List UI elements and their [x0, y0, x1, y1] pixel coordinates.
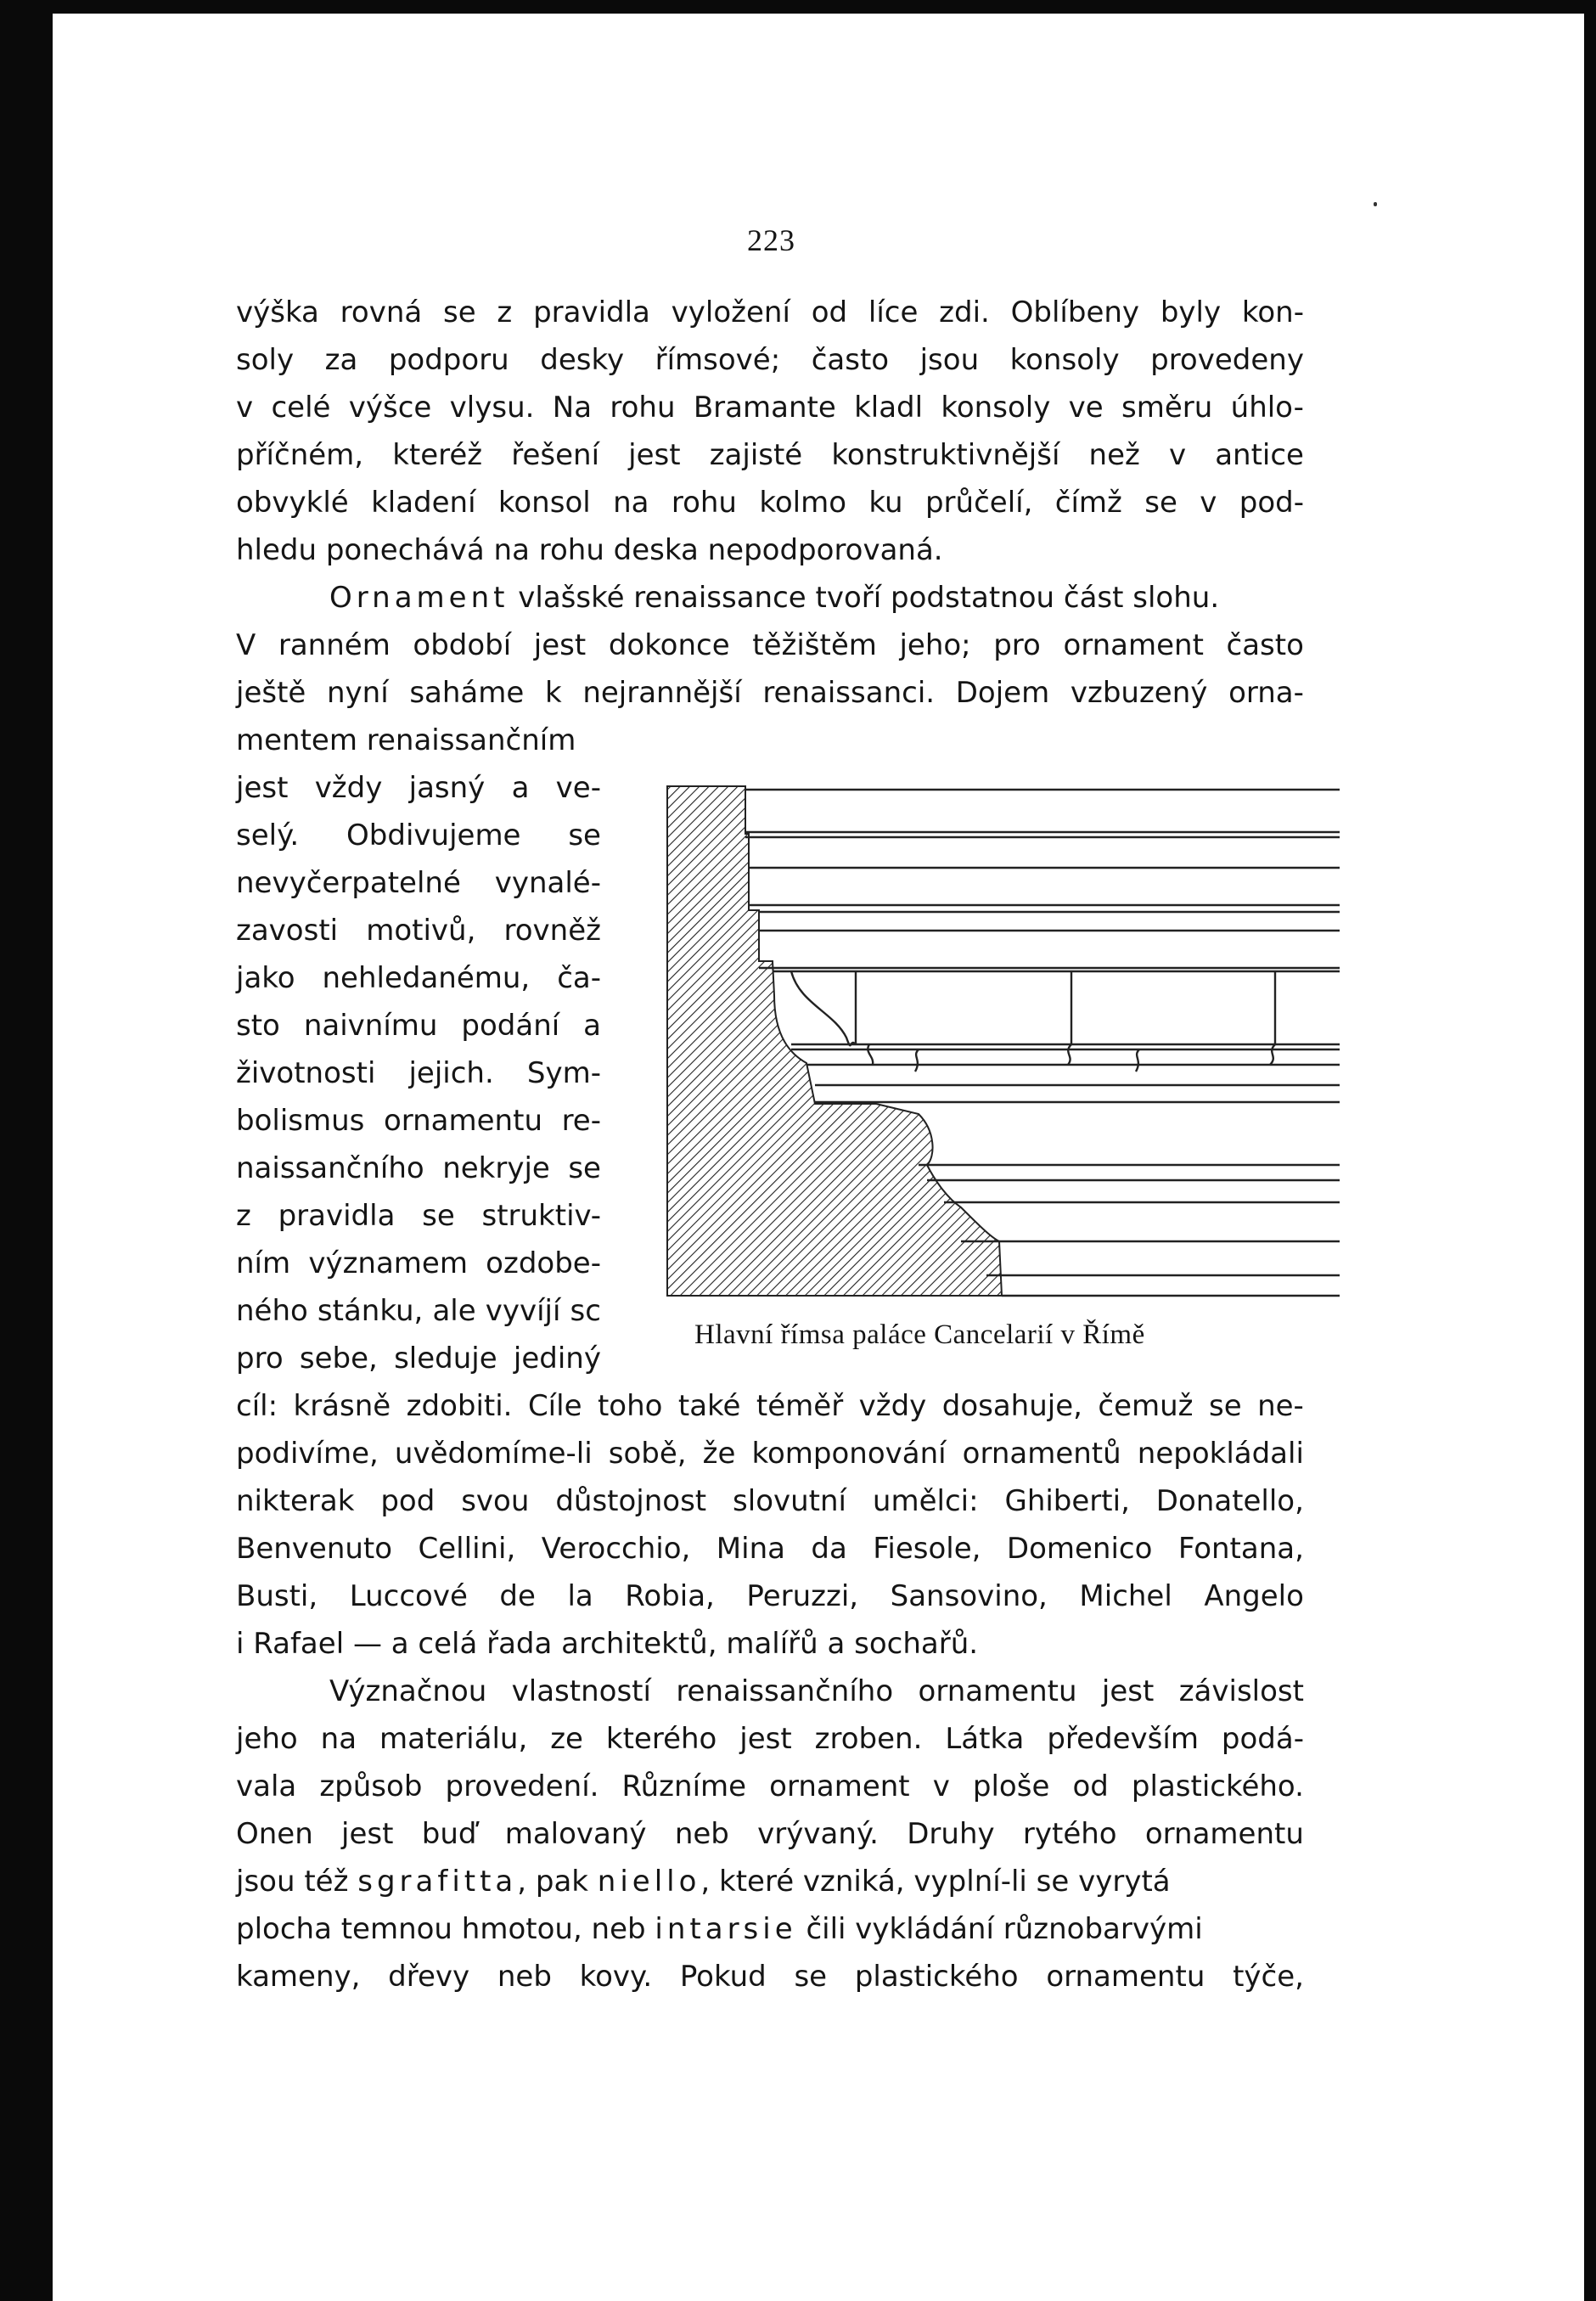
- spaced-term: sgrafitta: [357, 1865, 518, 1899]
- text-line: Onen jest buď malovaný neb vrývaný. Druhy rytého ornamentu: [236, 1817, 1304, 1851]
- text-line: ním významem ozdobe-: [236, 1246, 601, 1280]
- text-line: ještě nyní saháme k nejrannější renaissanci. Dojem vzbuzený orna-: [236, 676, 1304, 710]
- text-span: čili vykládání různobarvými: [796, 1912, 1203, 1946]
- figure-caption: Hlavní římsa paláce Cancelarií v Římě: [694, 1319, 1145, 1350]
- text-span: , které vzniká, vyplní-li se vyrytá: [700, 1865, 1171, 1899]
- text-line: naissančního nekryje se: [236, 1151, 601, 1185]
- text-line: jest vždy jasný a ve-: [236, 771, 601, 805]
- text-line: podivíme, uvědomíme-li sobě, že komponování ornamentů nepokládali: [236, 1437, 1304, 1471]
- text-line: výška rovná se z pravidla vyložení od líce zdi. Oblíbeny byly kon-: [236, 295, 1304, 329]
- spaced-term: Ornament: [329, 581, 509, 615]
- text-line: zavosti motivů, rovněž: [236, 914, 601, 948]
- page-number: 223: [747, 223, 795, 257]
- text-span: , pak: [517, 1865, 598, 1899]
- scan-border-left: [0, 0, 53, 2301]
- text-line: hledu ponechává na rohu deska nepodporovaná.: [236, 533, 943, 567]
- cornice-figure: [664, 783, 1340, 1350]
- scan-border-right: [1584, 0, 1596, 2301]
- text-line: jako nehledanému, ča-: [236, 961, 601, 995]
- text-line: kameny, dřevy neb kovy. Pokud se plastického ornamentu týče,: [236, 1960, 1304, 1994]
- text-line: pro sebe, sleduje jediný: [236, 1342, 601, 1376]
- text-line: sto naivnímu podání a: [236, 1009, 601, 1043]
- text-line: Busti, Luccové de la Robia, Peruzzi, Sansovino, Michel Angelo: [236, 1579, 1304, 1613]
- text-line: soly za podporu desky římsové; často jsou konsoly provedeny: [236, 343, 1304, 377]
- text-line: z pravidla se struktiv-: [236, 1199, 601, 1233]
- text-line: mentem renaissančním: [236, 723, 576, 757]
- text-line: vala způsob provedení. Různíme ornament v ploše od plastického.: [236, 1769, 1304, 1803]
- text-span: plocha temnou hmotou, neb: [236, 1912, 655, 1946]
- text-line: nikterak pod svou důstojnost slovutní umělci: Ghiberti, Donatello,: [236, 1484, 1304, 1518]
- console-brackets: [791, 971, 1275, 1072]
- text-line: selý. Obdivujeme se: [236, 819, 601, 852]
- scan-border-top: [0, 0, 1596, 14]
- text-line: jeho na materiálu, ze kterého jest zroben. Látka především podá-: [236, 1722, 1304, 1756]
- text-line: nevyčerpatelné vynalé-: [236, 866, 601, 900]
- wall-section-hatch: [667, 786, 1002, 1296]
- text-span: jsou též: [236, 1865, 358, 1899]
- text-line: Benvenuto Cellini, Verocchio, Mina da Fiesole, Domenico Fontana,: [236, 1532, 1304, 1566]
- text-line: příčném, kteréž řešení jest zajisté konstruktivnější než v antice: [236, 438, 1304, 472]
- scan-speck: [1374, 202, 1377, 206]
- text-line: [236, 1858, 1304, 1905]
- text-line: Význačnou vlastností renaissančního ornamentu jest závislost: [329, 1674, 1304, 1708]
- text-line: i Rafael — a celá řada architektů, malířů a sochařů.: [236, 1627, 979, 1661]
- text-line: [236, 574, 1304, 622]
- text-line: ného stánku, ale vyvíjí sc: [236, 1294, 601, 1328]
- text-line: životnosti jejich. Sym-: [236, 1056, 601, 1090]
- text-line: obvyklé kladení konsol na rohu kolmo ku průčelí, čímž se v pod-: [236, 486, 1304, 520]
- text-line: bolismus ornamentu re-: [236, 1104, 601, 1138]
- text-span: vlašské renaissance tvoří podstatnou část slohu.: [509, 581, 1220, 615]
- spaced-term: intarsie: [655, 1912, 797, 1946]
- cornice-section-drawing: [664, 783, 1340, 1309]
- text-line: [236, 1905, 1304, 1953]
- spaced-term: niello: [597, 1865, 701, 1899]
- text-line: cíl: krásně zdobiti. Cíle toho také téměř vždy dosahuje, čemuž se ne-: [236, 1389, 1304, 1423]
- text-line: V ranném období jest dokonce těžištěm jeho; pro ornament často: [236, 628, 1304, 662]
- text-line: v celé výšce vlysu. Na rohu Bramante kladl konsoly ve směru úhlo-: [236, 391, 1304, 425]
